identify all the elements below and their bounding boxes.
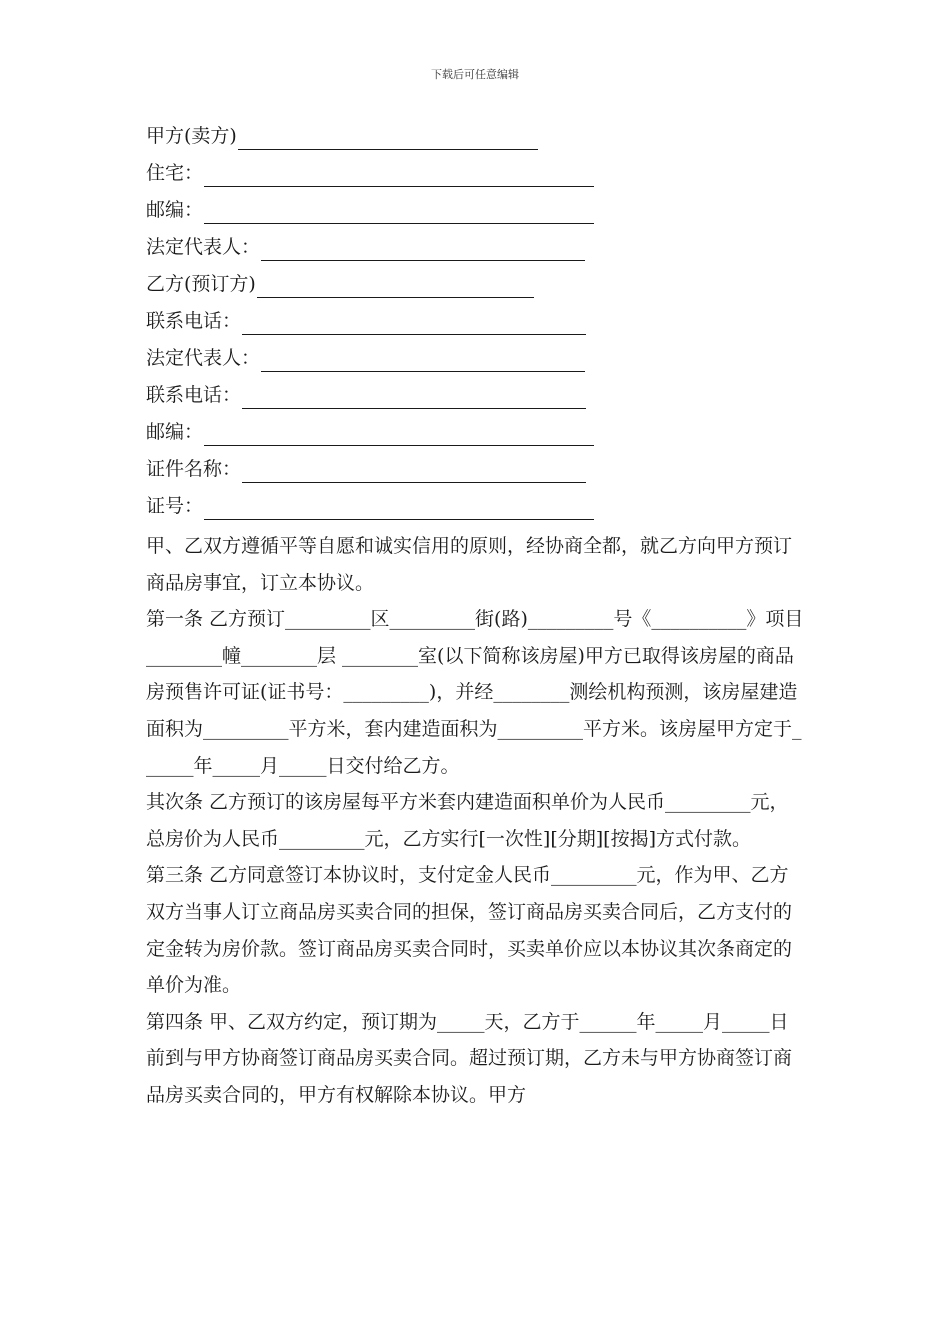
field-residence [146, 155, 616, 192]
field-legal-representative [146, 229, 616, 266]
field-blank-line [204, 419, 594, 446]
field-id-type [146, 451, 616, 488]
field-blank-line [242, 456, 586, 483]
field-label: 法定代表人： [146, 347, 261, 369]
field-label: 邮编： [146, 421, 204, 443]
field-phone-2 [146, 377, 616, 414]
field-label: 联系电话： [146, 310, 242, 332]
field-blank-line [204, 197, 594, 224]
party-info-fields [146, 118, 616, 525]
field-label: 法定代表人： [146, 236, 261, 258]
field-label: 甲方(卖方) [146, 125, 237, 147]
field-label: 住宅： [146, 162, 204, 184]
field-phone [146, 303, 616, 340]
field-blank-line [242, 308, 586, 335]
field-buyer [146, 266, 616, 303]
field-blank-line [261, 345, 585, 372]
field-id-number [146, 488, 616, 525]
field-blank-line [238, 123, 538, 150]
field-blank-line [204, 160, 594, 187]
article-2: 其次条 乙方预订的该房屋每平方米套内建造面积单价为人民币_________元，总房价为人民币_________元，乙方实行[一次性][分期][按揭]方式付款。 [146, 791, 789, 850]
field-blank-line [257, 271, 534, 298]
field-blank-line [242, 382, 586, 409]
field-seller [146, 118, 616, 155]
page-header-note: 下载后可任意编辑 [431, 68, 519, 81]
field-label: 证号： [146, 495, 204, 517]
article-3: 第三条 乙方同意签订本协议时，支付定金人民币_________元，作为甲、乙方双方当事人订立商品房买卖合同的担保，签订商品房买卖合同后，乙方支付的定金转为房价款。签订商品房买卖合同时，买卖单价应以本协议其次条商定的单价为准。 [146, 864, 793, 997]
field-legal-representative-2 [146, 340, 616, 377]
field-blank-line [261, 234, 585, 261]
field-label: 乙方(预订方) [146, 273, 256, 295]
field-postcode [146, 192, 616, 229]
article-4: 第四条 甲、乙双方约定，预订期为_____天，乙方于______年_____月_____日前到与甲方协商签订商品房买卖合同。超过预订期，乙方未与甲方协商签订商品房买卖合同的，甲方有权解除本协议。甲方 [146, 1010, 793, 1106]
field-postcode-2 [146, 414, 616, 451]
field-label: 邮编： [146, 199, 204, 221]
agreement-body [146, 528, 806, 1114]
intro-paragraph: 甲、乙双方遵循平等自愿和诚实信用的原则，经协商全都，就乙方向甲方预订商品房事宜，订立本协议。 [146, 535, 793, 594]
field-blank-line [204, 493, 594, 520]
field-label: 联系电话： [146, 384, 242, 406]
article-1: 第一条 乙方预订_________区_________街(路)_________号《__________》项目________幢________层 ________室(以下简称该房屋)甲方已取得该房屋的商品房预售许可证(证书号：_________)，并经________测绘机构预测，该房屋建造面积为_________平方米，套内建造面积为_________平方米。该房屋甲方定于______年_____月_____日交付给乙方。 [146, 608, 804, 777]
field-label: 证件名称： [146, 458, 242, 480]
